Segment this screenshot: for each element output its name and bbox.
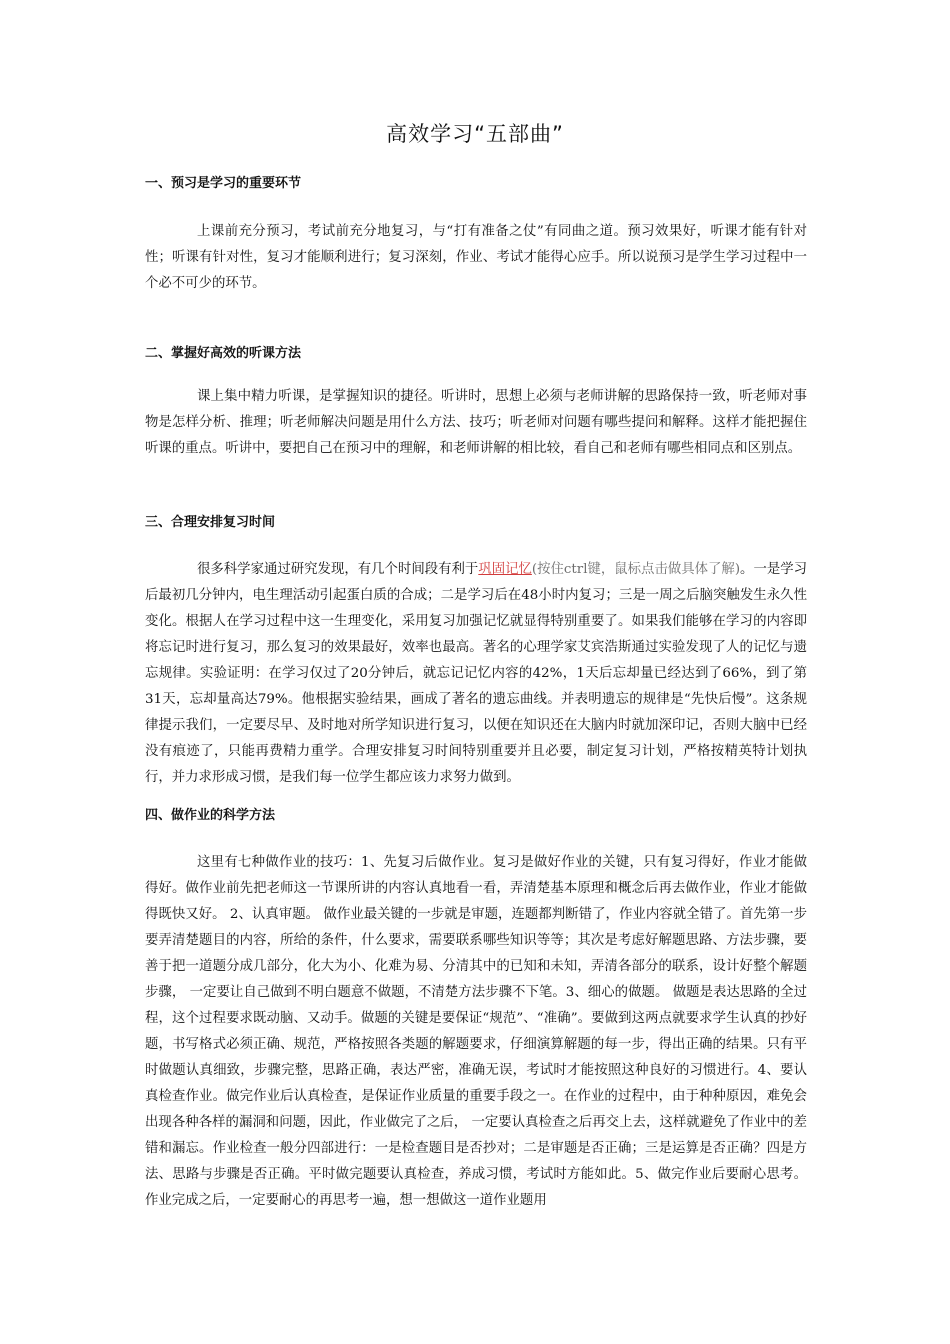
section-heading-homework: 四、做作业的科学方法 <box>145 808 276 823</box>
paragraph-text-before-link: 很多科学家通过研究发现，有几个时间段有利于 <box>197 562 479 577</box>
paragraph-text-after-link: 。一是学习后最初几分钟内，电生理活动引起蛋白质的合成；二是学习后在48小时内复习；三是一周之后脑突触发生永久性变化。根据人在学习过程中这一生理变化，采用复习加强记忆就显得特别重要了。如果我们能够在学习的内容即将忘记时进行复习，那么复习的效果最好，效率也最高。著名的心理学家艾宾浩斯通过实验发现了人的记忆与遗忘规律。实验证明：在学习仅过了20分钟后，就忘记记忆内容的42%，1天后忘却量已经达到了66%，到了第31天，忘却量高达79%。他根据实验结果，画成了著名的遗忘曲线。并表明遗忘的规律是“先快后慢”。这条规律提示我们，一定要尽早、及时地对所学知识进行复习，以便在知识还在大脑内时就加深印记，否则大脑中已经没有痕迹了，只能再费精力重学。合理安排复习时间特别重要并且必要，制定复习计划，严格按精英特计划执行，并力求形成习惯，是我们每一位学生都应该力求努力做到。 <box>145 562 808 785</box>
section-paragraph-homework: 这里有七种做作业的技巧：1、先复习后做作业。复习是做好作业的关键，只有复习得好，作业才能做得好。做作业前先把老师这一节课所讲的内容认真地看一看，弄清楚基本原理和概念后再去做作业，作业才能做得既快又好。 2、认真审题。 做作业最关键的一步就是审题，连题都判断错了，作业内容就全错了。首先第一步要弄清楚题目的内容，所给的条件，什么要求，需要联系哪些知识等等；其次是考虑好解题思路、方法步骤，要善于把一道题分成几部分，化大为小、化难为易、分清其中的已知和未知，弄清各部分的联系，设计好整个解题步骤， 一定要让自己做到不明白题意不做题，不清楚方法步骤不下笔。3、细心的做题。 做题是表达思路的全过程，这个过程要求既动脑、又动手。做题的关键是要保证“规范”、“准确”。要做到这两点就要求学生认真的抄好题，书写格式必须正确、规范，严格按照各类题的解题要求，仔细演算解题的每一步，得出正确的结果。只有平时做题认真细致，步骤完整，思路正确，表达严密，准确无误，考试时才能按照这种良好的习惯进行。4、要认真检查作业。做完作业后认真检查，是保证作业质量的重要手段之一。在作业的过程中，由于种种原因，难免会出现各种各样的漏洞和问题，因此，作业做完了之后， 一定要认真检查之后再交上去，这样就避免了作业中的差错和漏忘。作业检查一般分四部进行：一是检查题目是否抄对；二是审题是否正确；三是运算是否正确？四是方法、思路与步骤是否正确。平时做完题要认真检查，养成习惯，考试时方能如此。5、做完作业后要耐心思考。作业完成之后，一定要耐心的再思考一遍，想一想做这一道作业题用 <box>145 855 807 1208</box>
section-heading-review: 三、合理安排复习时间 <box>145 515 276 530</box>
section-paragraph-review <box>145 557 807 791</box>
section-heading-preview: 一、预习是学习的重要环节 <box>145 176 302 191</box>
memory-link[interactable]: 巩固记忆 <box>478 562 532 577</box>
document-title: 高效学习“五部曲” <box>386 122 564 146</box>
link-hint-text: (按住ctrl键，鼠标点击做具体了解) <box>531 562 741 577</box>
section-heading-listening: 二、掌握好高效的听课方法 <box>145 346 302 361</box>
section-paragraph-listening: 课上集中精力听课，是掌握知识的捷径。听讲时，思想上必须与老师讲解的思路保持一致，听老师对事物是怎样分析、推理；听老师解决问题是用什么方法、技巧；听老师对问题有哪些提问和解释。这样才能把握住听课的重点。听讲中，要把自己在预习中的理解，和老师讲解的相比较，看自己和老师有哪些相同点和区别点。 <box>145 389 807 456</box>
section-paragraph-preview: 上课前充分预习，考试前充分地复习，与“打有准备之仗”有同曲之道。预习效果好，听课才能有针对性；听课有针对性，复习才能顺利进行；复习深刻，作业、考试才能得心应手。所以说预习是学生学习过程中一个必不可少的环节。 <box>145 224 807 291</box>
